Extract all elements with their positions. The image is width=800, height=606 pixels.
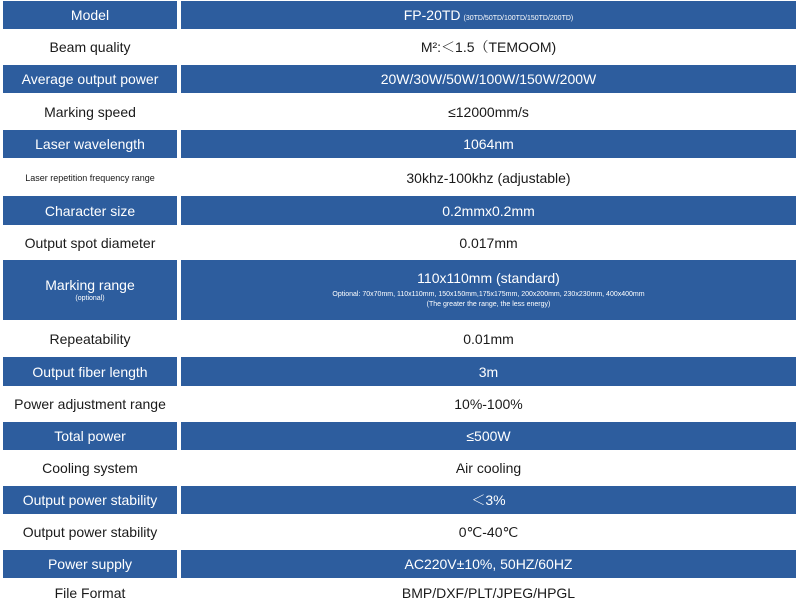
table-row	[0, 422, 800, 450]
row-value: ≤500W	[466, 428, 511, 444]
label-cell	[3, 1, 177, 29]
row-value: 1064nm	[463, 136, 514, 152]
table-row	[0, 580, 800, 606]
row-value: M²:＜1.5（TEMOOM)	[420, 39, 557, 55]
label-cell	[3, 260, 177, 320]
value-cell	[181, 196, 796, 225]
label-cell	[3, 388, 177, 420]
label-cell	[3, 65, 177, 93]
table-row	[0, 1, 800, 29]
value-cell	[181, 32, 796, 62]
table-row	[0, 161, 800, 194]
label-cell	[3, 130, 177, 158]
table-row	[0, 357, 800, 386]
value-cell	[181, 516, 796, 548]
row-label: Average output power	[21, 71, 159, 87]
row-value: 30khz-100khz (adjustable)	[406, 169, 571, 186]
row-label: Character size	[44, 202, 136, 219]
value-cell	[181, 388, 796, 420]
optional-ranges: Optional: 70x70mm, 110x110mm, 150x150mm,175x175mm, 200x200mm, 230x230mm, 400x400mm	[332, 291, 645, 298]
row-value: 110x110mm (standard)	[417, 270, 560, 286]
row-label: Marking range	[45, 276, 135, 293]
row-label: Cooling system	[42, 460, 138, 476]
range-note: (The greater the range, the less energy)	[426, 301, 551, 308]
value-cell	[181, 422, 796, 450]
row-label: File Format	[54, 585, 126, 601]
row-value: 0℃-40℃	[458, 524, 519, 540]
row-label: Output power stability	[22, 524, 158, 540]
label-cell	[3, 580, 177, 606]
row-value: FP-20TD	[403, 7, 461, 23]
label-cell	[3, 161, 177, 194]
table-row	[0, 32, 800, 62]
table-row	[0, 260, 800, 320]
row-value: 3m	[478, 363, 499, 380]
row-label: Marking speed	[44, 104, 136, 120]
label-cell	[3, 323, 177, 355]
row-label: Beam quality	[49, 39, 131, 55]
table-row	[0, 227, 800, 258]
row-value: 0.01mm	[463, 331, 514, 347]
model-value-line	[404, 7, 574, 23]
row-value: ≤12000mm/s	[448, 104, 529, 120]
label-cell	[3, 422, 177, 450]
row-label: Output fiber length	[32, 363, 148, 380]
row-value: Air cooling	[455, 460, 522, 476]
row-label: Model	[70, 7, 110, 23]
row-label-sub: (optional)	[75, 294, 105, 302]
value-cell	[181, 580, 796, 606]
label-cell	[3, 452, 177, 484]
table-row	[0, 516, 800, 548]
value-cell	[181, 65, 796, 93]
row-value: ＜3%	[471, 492, 506, 508]
model-variants: (30TD/50TD/100TD/150TD/200TD)	[463, 15, 574, 22]
row-label: Laser repetition frequency range	[25, 172, 155, 183]
label-cell	[3, 516, 177, 548]
row-label: Laser wavelength	[35, 136, 145, 152]
value-cell	[181, 452, 796, 484]
row-value: 10%-100%	[454, 396, 523, 412]
table-row	[0, 130, 800, 158]
row-label: Total power	[54, 428, 126, 444]
value-cell	[181, 130, 796, 158]
label-cell	[3, 227, 177, 258]
value-cell	[181, 550, 796, 578]
value-cell	[181, 260, 796, 320]
table-row	[0, 65, 800, 93]
table-row	[0, 550, 800, 578]
row-value: AC220V±10%, 50HZ/60HZ	[404, 556, 573, 572]
row-value: BMP/DXF/PLT/JPEG/HPGL	[401, 585, 576, 601]
value-cell	[181, 96, 796, 128]
label-cell	[3, 486, 177, 514]
row-value: 0.2mmx0.2mm	[442, 202, 535, 219]
value-cell	[181, 161, 796, 194]
label-cell	[3, 196, 177, 225]
value-cell	[181, 323, 796, 355]
value-cell	[181, 357, 796, 386]
row-label: Power adjustment range	[14, 396, 166, 412]
label-cell	[3, 96, 177, 128]
label-cell	[3, 32, 177, 62]
table-row	[0, 452, 800, 484]
value-cell	[181, 486, 796, 514]
row-label: Output power stability	[22, 492, 158, 508]
row-label: Repeatability	[49, 331, 131, 347]
row-value: 0.017mm	[459, 234, 518, 251]
table-row	[0, 388, 800, 420]
label-cell	[3, 550, 177, 578]
table-row	[0, 196, 800, 225]
value-cell	[181, 227, 796, 258]
value-cell	[181, 1, 796, 29]
table-row	[0, 323, 800, 355]
row-label: Power supply	[47, 556, 133, 572]
label-cell	[3, 357, 177, 386]
row-value: 20W/30W/50W/100W/150W/200W	[380, 71, 597, 87]
table-row	[0, 486, 800, 514]
table-row	[0, 96, 800, 128]
row-label: Output spot diameter	[24, 234, 156, 251]
